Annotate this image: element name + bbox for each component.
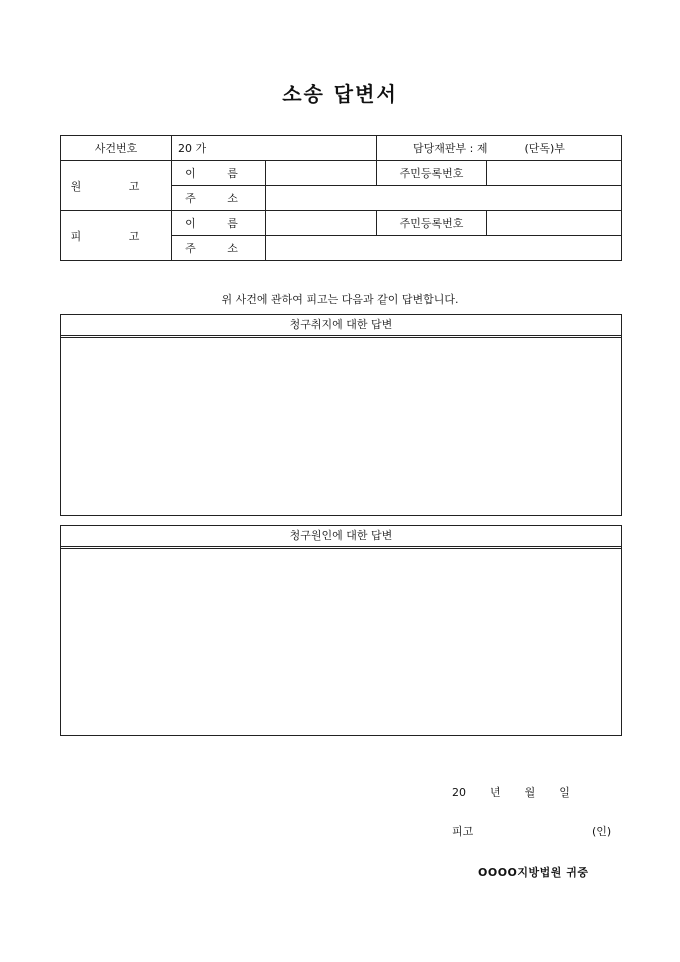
claim-cause-section bbox=[60, 525, 622, 736]
plaintiff-address-label: 주 소 bbox=[172, 186, 266, 211]
case-number-label: 사건번호 bbox=[61, 136, 172, 161]
claim-purpose-section bbox=[60, 314, 622, 516]
plaintiff-address-field[interactable] bbox=[266, 186, 622, 211]
claim-cause-title: 청구원인에 대한 답변 bbox=[61, 526, 621, 549]
defendant-address-field[interactable] bbox=[266, 236, 622, 261]
page-title: 소송 답변서 bbox=[282, 82, 398, 106]
claim-purpose-title: 청구취지에 대한 답변 bbox=[61, 315, 621, 338]
division-suffix: (단독)부 bbox=[524, 142, 565, 155]
plaintiff-name-label: 이 름 bbox=[172, 161, 266, 186]
date-day-unit: 일 bbox=[559, 786, 570, 799]
defendant-address-label: 주 소 bbox=[172, 236, 266, 261]
plaintiff-name-field[interactable] bbox=[266, 161, 377, 186]
defendant-rrn-label: 주민등록번호 bbox=[377, 211, 487, 236]
case-info-table bbox=[60, 135, 622, 261]
claim-cause-answer-area[interactable] bbox=[61, 549, 621, 734]
claim-purpose-answer-area[interactable] bbox=[61, 338, 621, 514]
defendant-signature-label: 피고 bbox=[452, 825, 474, 838]
filing-date bbox=[452, 784, 594, 800]
date-year: 20 bbox=[452, 786, 466, 799]
defendant-label: 피 고 bbox=[61, 211, 172, 261]
defendant-name-field[interactable] bbox=[266, 211, 377, 236]
plaintiff-rrn-field[interactable] bbox=[487, 161, 622, 186]
intro-text: 위 사건에 관하여 피고는 다음과 같이 답변합니다. bbox=[221, 293, 459, 306]
case-number-value: 20 가 bbox=[178, 142, 207, 155]
defendant-name-label: 이 름 bbox=[172, 211, 266, 236]
seal-mark: (인) bbox=[592, 825, 612, 838]
division-label: 담당재판부 : 제 bbox=[413, 142, 488, 155]
date-year-unit: 년 bbox=[490, 786, 501, 799]
plaintiff-label: 원 고 bbox=[61, 161, 172, 211]
division-cell[interactable] bbox=[377, 136, 622, 161]
date-month-unit: 월 bbox=[524, 786, 536, 799]
court-recipient: OOOO지방법원 귀중 bbox=[478, 866, 589, 879]
plaintiff-rrn-label: 주민등록번호 bbox=[377, 161, 487, 186]
defendant-rrn-field[interactable] bbox=[487, 211, 622, 236]
case-number-field[interactable] bbox=[172, 136, 377, 161]
